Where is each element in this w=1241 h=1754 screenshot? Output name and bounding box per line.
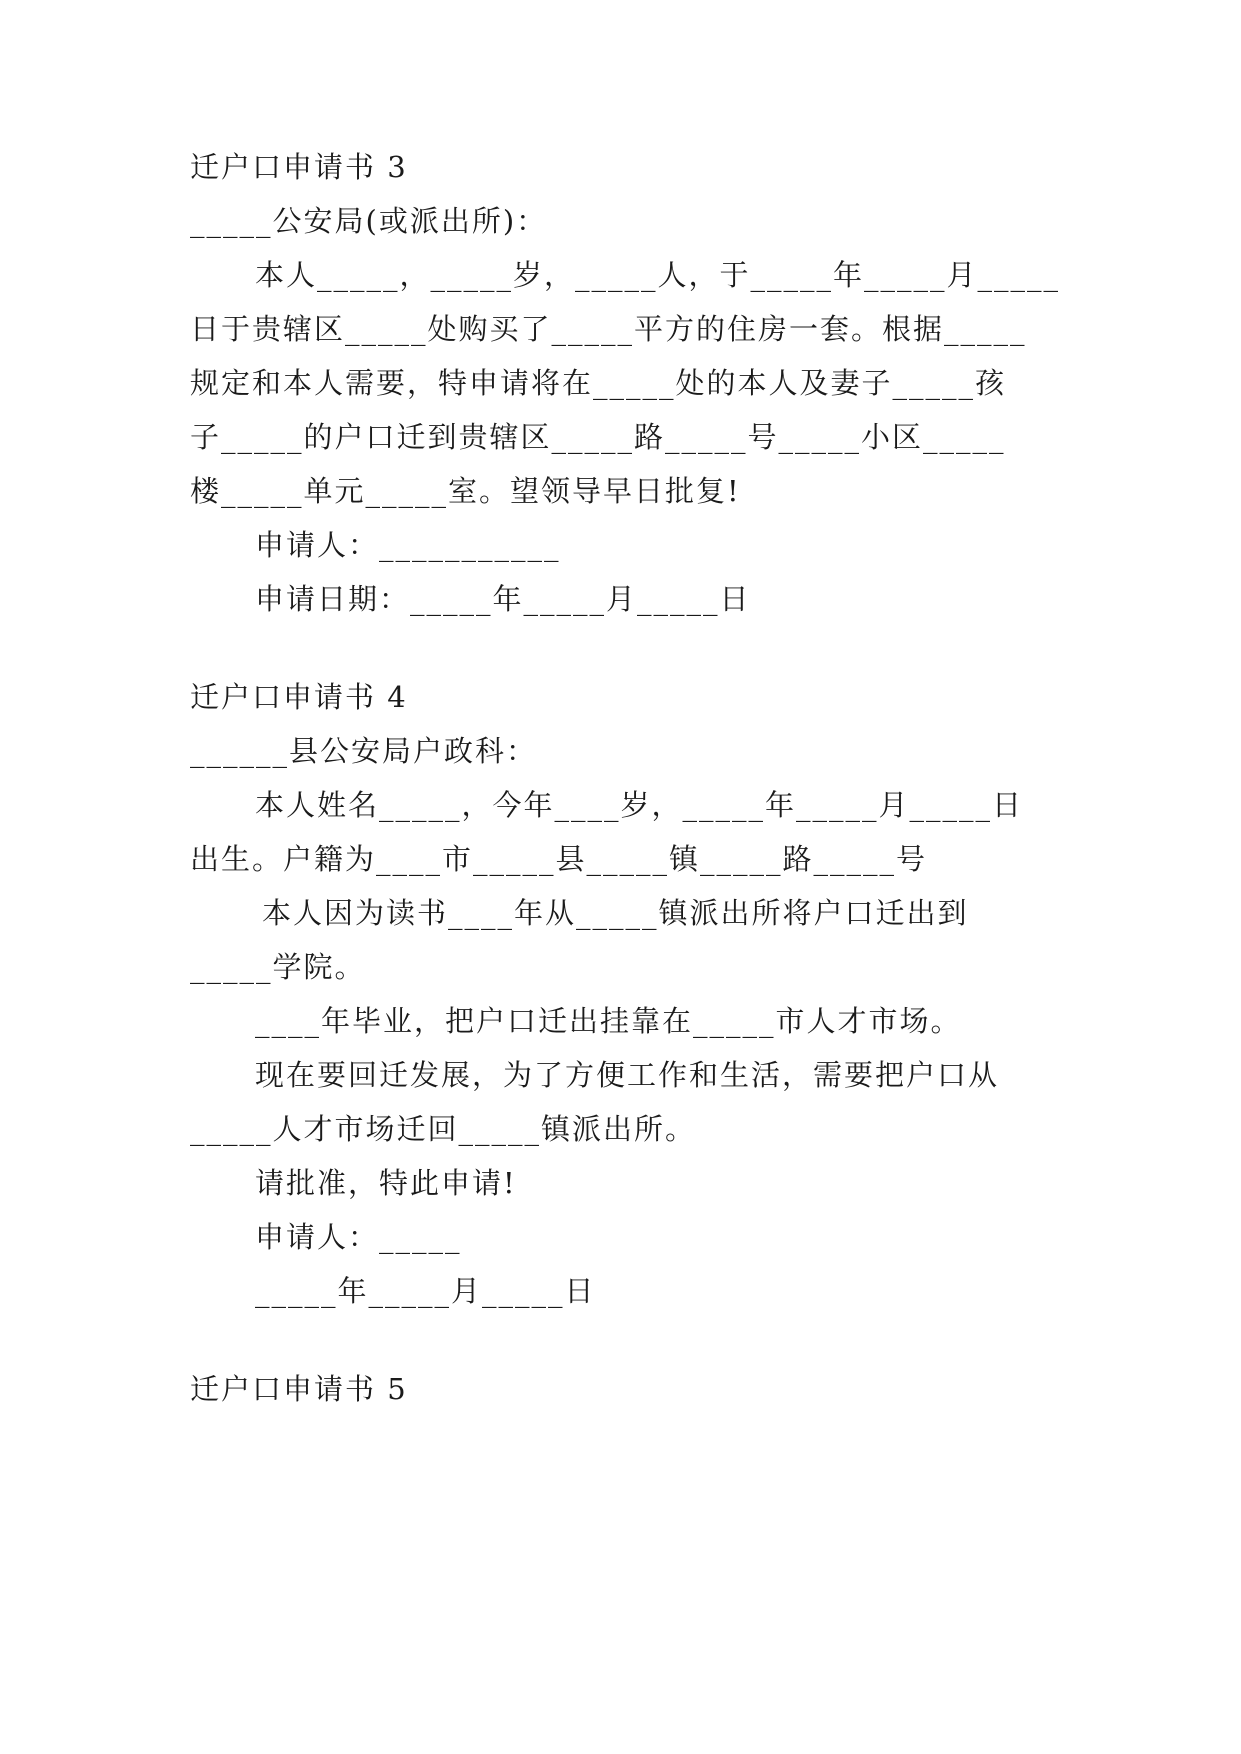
applicant-line: 申请人：___________ [255,528,561,562]
body-line: 出生。户籍为____市_____县_____镇_____路_____号 [190,842,928,876]
addressee-line: ______县公安局户政科： [190,734,538,768]
section-title: 迁户口申请书 3 [190,150,408,184]
application-date-line: 申请日期：_____年_____月_____日 [255,582,751,616]
body-line: 现在要回迁发展，为了方便工作和生活，需要把户口从 [255,1058,1000,1092]
body-line: _____学院。 [190,950,366,984]
body-line: ____年毕业，把户口迁出挂靠在_____市人才市场。 [255,1004,962,1038]
section-title: 迁户口申请书 4 [190,680,408,714]
addressee-line: _____公安局(或派出所)： [190,204,548,238]
applicant-line: 申请人：_____ [255,1220,462,1254]
body-line: 楼_____单元_____室。望领导早日批复! [190,474,741,508]
body-line: 本人_____，_____岁，_____人，于_____年_____月_____ [255,258,1061,292]
request-line: 请批准，特此申请! [255,1166,517,1200]
body-line: 子_____的户口迁到贵辖区_____路_____号_____小区_____ [190,420,1006,454]
section-title: 迁户口申请书 5 [190,1372,408,1406]
body-line: 本人因为读书____年从_____镇派出所将户口迁出到 [262,896,969,930]
date-line: _____年_____月_____日 [255,1274,596,1308]
body-line: 规定和本人需要，特申请将在_____处的本人及妻子_____孩 [190,366,1007,400]
body-line: 本人姓名_____，今年____岁，_____年_____月_____日 [255,788,1024,822]
body-line: 日于贵辖区_____处购买了_____平方的住房一套。根据_____ [190,312,1027,346]
body-line: _____人才市场迁回_____镇派出所。 [190,1112,697,1146]
